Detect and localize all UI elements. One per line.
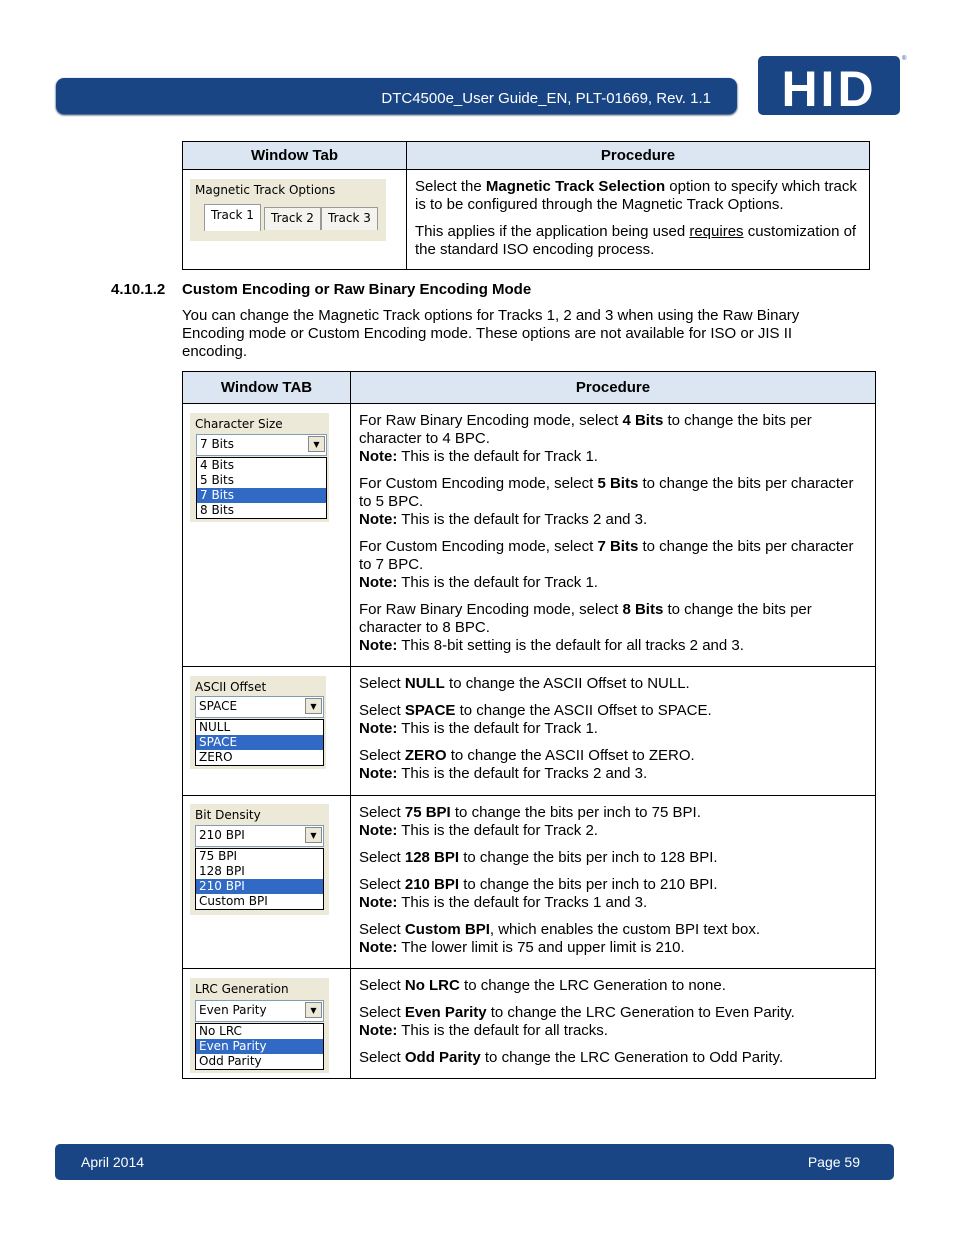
section-intro: You can change the Magnetic Track options for Tracks 1, 2 and 3 when using the Raw Binary Encoding mode or Custom Encoding mode. These options are not available for ISO or JIS II encoding. bbox=[182, 307, 800, 360]
ascii-offset-dropdown bbox=[195, 719, 324, 766]
panel-label: LRC Generation bbox=[195, 982, 289, 996]
footer-date: April 2014 bbox=[81, 1154, 145, 1170]
procedure-cell bbox=[351, 667, 876, 796]
footer-bar bbox=[55, 1144, 894, 1180]
col-header-procedure: Procedure bbox=[407, 142, 870, 170]
procedure-cell bbox=[351, 404, 876, 667]
magnetic-track-options-panel bbox=[190, 179, 386, 241]
header-bar bbox=[56, 78, 737, 114]
chevron-down-icon[interactable]: ▼ bbox=[308, 436, 325, 452]
widget-cell bbox=[183, 170, 407, 270]
procedure-item: For Custom Encoding mode, select 5 Bits to change the bits per character to 5 BPC. Note: This is the default for Tracks 2 and 3. bbox=[359, 475, 854, 528]
procedure-item: Select Odd Parity to change the LRC Generation to Odd Parity. bbox=[359, 1049, 784, 1066]
procedure-item: For Raw Binary Encoding mode, select 8 Bits to change the bits per character to 8 BPC. Note: This 8-bit setting is the default for all tracks 2 and 3. bbox=[359, 601, 812, 654]
list-item[interactable]: SPACE bbox=[196, 735, 323, 750]
chevron-down-icon[interactable]: ▼ bbox=[305, 827, 322, 843]
selected-value: SPACE bbox=[199, 699, 238, 713]
bit-density-dropdown bbox=[195, 848, 324, 910]
section-number: 4.10.1.2 bbox=[111, 281, 166, 298]
character-size-select[interactable] bbox=[196, 434, 327, 456]
character-size-panel bbox=[190, 413, 329, 522]
panel-label: Bit Density bbox=[195, 808, 261, 822]
col-header-procedure: Procedure bbox=[351, 372, 876, 404]
lrc-generation-dropdown bbox=[195, 1023, 324, 1070]
procedure-cell bbox=[407, 170, 870, 270]
procedure-cell bbox=[351, 969, 876, 1079]
list-item[interactable]: Odd Parity bbox=[199, 1054, 262, 1068]
procedure-text: This applies if the application being used requires customization of the standard ISO encoding process. bbox=[415, 223, 857, 258]
tab-track-2[interactable]: Track 2 bbox=[264, 207, 321, 230]
hid-logo bbox=[758, 56, 900, 115]
col-header-window-tab: Window Tab bbox=[183, 142, 407, 170]
list-item[interactable]: NULL bbox=[199, 720, 231, 734]
procedure-item: Select NULL to change the ASCII Offset to NULL. bbox=[359, 675, 690, 692]
list-item[interactable]: No LRC bbox=[199, 1024, 242, 1038]
lrc-generation-panel bbox=[190, 978, 329, 1073]
list-item[interactable]: 128 BPI bbox=[199, 864, 245, 878]
widget-cell bbox=[183, 796, 351, 969]
procedure-item: Select ZERO to change the ASCII Offset to ZERO. Note: This is the default for Tracks 2 and 3. bbox=[359, 747, 695, 782]
list-item[interactable]: ZERO bbox=[199, 750, 233, 764]
page-number: Page 59 bbox=[807, 1154, 860, 1170]
chevron-down-icon[interactable]: ▼ bbox=[305, 698, 322, 714]
character-size-dropdown bbox=[196, 457, 327, 519]
widget-cell bbox=[183, 667, 351, 796]
list-item[interactable]: 210 BPI bbox=[196, 879, 323, 894]
procedure-item: Select SPACE to change the ASCII Offset to SPACE. Note: This is the default for Track 1. bbox=[359, 702, 712, 737]
selected-value: Even Parity bbox=[199, 1003, 267, 1017]
procedure-item: Select Custom BPI, which enables the custom BPI text box. Note: The lower limit is 75 and upper limit is 210. bbox=[359, 921, 761, 956]
list-item[interactable]: 5 Bits bbox=[200, 473, 234, 487]
bit-density-panel bbox=[190, 804, 329, 915]
list-item[interactable]: 7 Bits bbox=[197, 488, 326, 503]
widget-cell bbox=[183, 404, 351, 667]
widget-cell bbox=[183, 969, 351, 1079]
list-item[interactable]: 4 Bits bbox=[200, 458, 234, 472]
selected-value: 210 BPI bbox=[199, 828, 245, 842]
procedure-cell bbox=[351, 796, 876, 969]
logo-text: HID bbox=[781, 61, 877, 117]
document-id: DTC4500e_User Guide_EN, PLT-01669, Rev. 1.1 bbox=[381, 90, 711, 107]
section-title: Custom Encoding or Raw Binary Encoding Mode bbox=[182, 281, 532, 298]
window-tab-procedure-table bbox=[182, 371, 876, 1079]
window-tab-table bbox=[182, 141, 870, 270]
procedure-item: For Raw Binary Encoding mode, select 4 Bits to change the bits per character to 4 BPC. Note: This is the default for Track 1. bbox=[359, 412, 812, 465]
list-item[interactable]: Even Parity bbox=[196, 1039, 323, 1054]
list-item[interactable]: Custom BPI bbox=[199, 894, 268, 908]
procedure-item: For Custom Encoding mode, select 7 Bits to change the bits per character to 7 BPC. Note: This is the default for Track 1. bbox=[359, 538, 854, 591]
panel-label: Magnetic Track Options bbox=[195, 183, 336, 197]
ascii-offset-panel bbox=[190, 676, 326, 769]
chevron-down-icon[interactable]: ▼ bbox=[305, 1002, 322, 1018]
tab-track-3[interactable]: Track 3 bbox=[321, 207, 378, 230]
procedure-item: Select Even Parity to change the LRC Generation to Even Parity. Note: This is the default for all tracks. bbox=[359, 1004, 795, 1039]
section-heading bbox=[111, 281, 531, 298]
list-item[interactable]: 8 Bits bbox=[200, 503, 234, 517]
registered-mark: ® bbox=[902, 56, 907, 62]
tab-track-1[interactable]: Track 1 bbox=[204, 204, 261, 231]
panel-label: ASCII Offset bbox=[195, 680, 267, 694]
procedure-item: Select 75 BPI to change the bits per inch to 75 BPI. Note: This is the default for Track 2. bbox=[359, 804, 701, 839]
col-header-window-tab: Window TAB bbox=[183, 372, 351, 404]
selected-value: 7 Bits bbox=[200, 437, 234, 451]
procedure-item: Select No LRC to change the LRC Generation to none. bbox=[359, 977, 726, 994]
procedure-text: Select the Magnetic Track Selection option to specify which track is to be configured through the Magnetic Track Options. bbox=[415, 178, 857, 213]
ascii-offset-select[interactable] bbox=[195, 696, 324, 718]
panel-label: Character Size bbox=[195, 417, 283, 431]
procedure-item: Select 128 BPI to change the bits per inch to 128 BPI. bbox=[359, 849, 718, 866]
procedure-item: Select 210 BPI to change the bits per inch to 210 BPI. Note: This is the default for Tracks 1 and 3. bbox=[359, 876, 718, 911]
list-item[interactable]: 75 BPI bbox=[199, 849, 238, 863]
bit-density-select[interactable] bbox=[195, 825, 324, 847]
lrc-generation-select[interactable] bbox=[195, 1000, 324, 1022]
